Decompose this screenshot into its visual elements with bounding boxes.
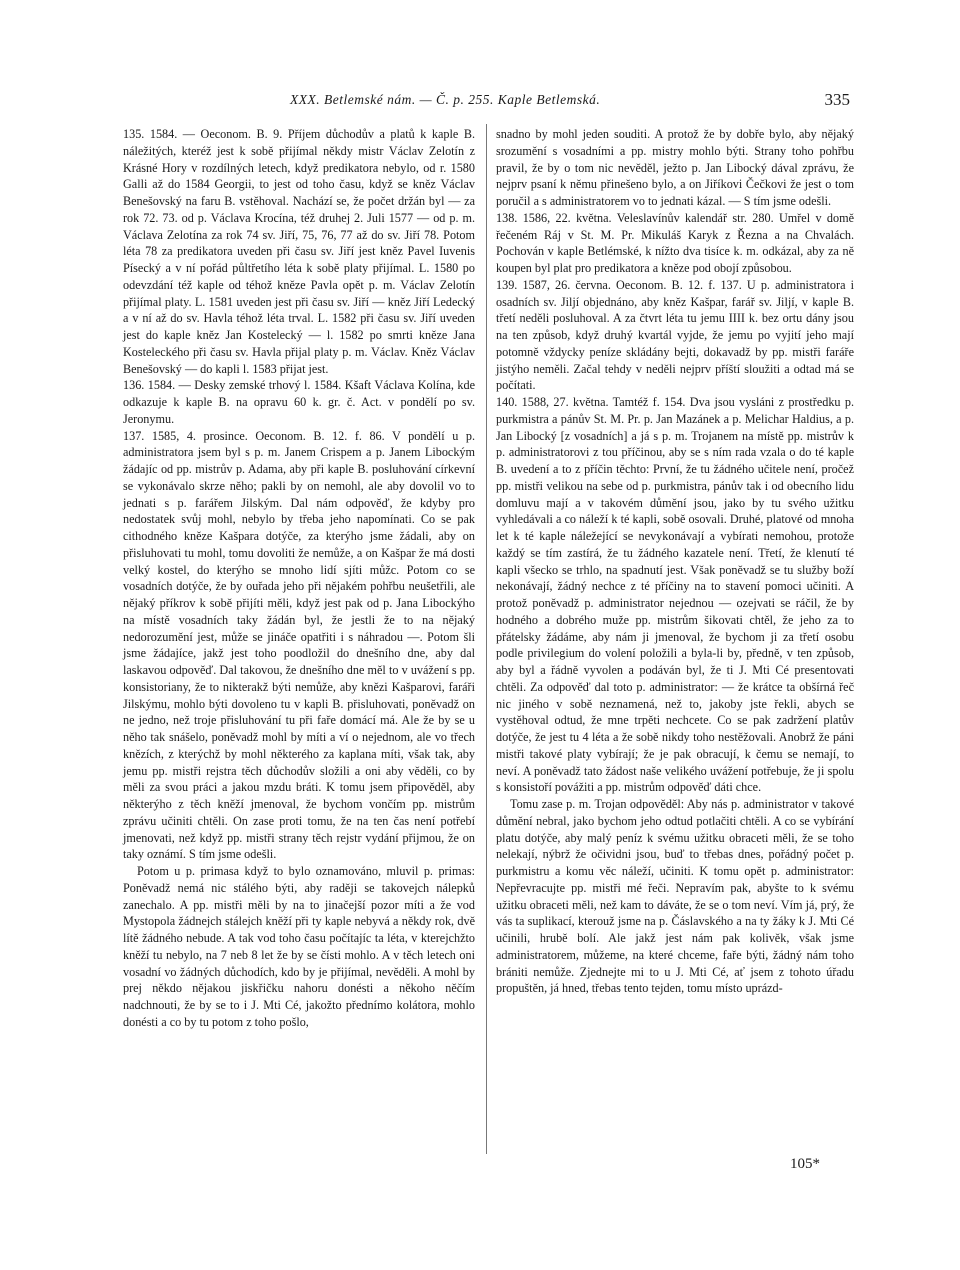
column-divider [486, 124, 487, 1154]
page-header [130, 90, 850, 118]
signature-mark: 105* [790, 1156, 820, 1172]
entry-140: 140. 1588, 27. května. Tamtéž f. 154. Dva jsou vysláni z prostředku p. purkmistra a pánův St. M. Pr. p. Jan Mazánek a p. Melichar Haldius, a p. Jan Libocký [z vosadních] a já s p. m. Trojanem na místě pp. mistrův k p. administratorovi z tou příčinou, aby se s ním rada vzala o do té kaple B. uvedení a to z příčin těchto: První, že tu žádného učitele není, pročež pp. mistři velikou na sebe od p. purkmistra, pánův tak i od obecního lidu domluvu mají a v takovém důmění jsou, jako by tu svého užitku vyhledávali a co náleží k té kapli, sobě osovali. Druhé, platové od mnoha let k té kaple náležející se nevykonávají a vybírati nemohou, protože každý se tím zastírá, že tu žádného kazatele není. Třetí, že klenutí té kapli všecko se trhlo, na spadnutí jest. Však poněvadž se tu služby boží nekonávají, žádný nechce z té příčiny na to stavení pomoci učiniti. A protož poněvadž p. administrator nejednou — ozejvati se ráčil, že by hodného a dobrého muže pp. mistrům šikovati chtěl, že jeho za to přátelsky žádáme, aby nám ji jmenoval, že bychom ji za třetí osobu podle privilegium do volení položili a byla-li by, předně, v ten způsob, aby byl a řádně vyvolen a podáván byl, že ti J. Mti Cé presentovati chtěli. Za odpověď dal toto p. administrator: — že krátce ta obšírná řeč nic jiného v sobě neznamená, než to, jakoby jste řekli, abych se vystěhoval odtud, že mne trpěti nechcete. Co se pak zadržení platův dotýče, že jest tu 4 léta a že sobě nikdy toho nestěžovali. Anobrž že páni mistři takové platy vybírají; že je pak obracují, k čemu se nemají, to neví. A poněvadž tato žádost naše velikého uvážení potřebuje, že ji spolu s konsistoří povážiti a pp. mistrům odpověď dáti chce. [496, 395, 854, 795]
entry-140-continued: Tomu zase p. m. Trojan odpověděl: Aby nás p. administrator v takové důmění nebral, jako bychom jeho odtud potlačiti chtěli. A co se vybírání platu dotýče, aby malý peníz k svému užitku obraceti měli, že se toho nelekají, nýbrž že očividni jsou, buď to třebas dnes, pořádný počet p. purkmistru a komu věc náleží, učiniti. K tomu opět p. administrator: Nepřevracujte pp. mistři mé řeči. Nepravím pak, abyšte to k svému užitku obraceti měli, než kam to dáváte, že se o tom neví. Vím já, prý, že vás ta suplikací, kterouž jsme na p. Čáslavského a na ty žáky k J. Mti Cé učinili, hrubě bolí. Ale jakž jest nám pak kolivěk, však jsme administratorem, můžeme, na které chceme, faře býti, žádný nám toho brániti nemůže. Zjednejte mi to u J. Mti Cé, ať jsem z tohoto úřadu propuštěn, já hned, třebas tento tejden, tomu místo uprázd- [496, 797, 854, 996]
running-head: XXX. Betlemské nám. — Č. p. 255. Kaple Betlemská. [290, 92, 601, 107]
right-column [496, 126, 854, 997]
entry-138: 138. 1586, 22. května. Veleslavínův kalendář str. 280. Umřel v domě řečeném Ráj v St. M. Pr. Mikuláš Karyk z Řezna a na Chvalách. Pochován v kaple Betlémské, k nížto dva tisíce k. m. odkázal, aby za ně koupen byl plat pro predikatora a kněze pod obojí způsobou. [496, 210, 854, 275]
entry-137-end: snadno by mohl jeden souditi. A protož že by dobře bylo, aby nějaký srozumění s vosadními a pp. mistry mohlo býti. Strany toho pohřbu pravil, že by o tom nic nevěděl, ježto p. Jan Libocký dával zprávu, že nejprv psaní k němu přinešeno bylo, a on Jiříkovi Čečkovi že jest o tom poručil a s administratorem vo to jednati kázal. — S tím jsme odešli. [496, 127, 854, 208]
entry-137-continued: Potom u p. primasa když to bylo oznamováno, mluvil p. primas: Poněvadž nemá nic stálého býti, aby raději se takovejch nálepků zanechalo. A pp. mistři měli by na to jinačejší pozor míti a že vod Mystopola žádnejch stálejch kněží při ty kaple nebyvá a někdy rok, dvě lítě žádného nebude. A tak vod toho času počítajíc ta léta, v kterejchžto kněží tu nebylo, na 7 neb 8 let že by se čísti mohlo. A v těch letech oni vosadní vo žádných důchodích, kdo by je přijímal, nevěděli. A mohl by prej někdo nějakou jiskřičku nahoru donésti a někoho něčím nadchnouti, že by se to i J. Mti Cé, jakožto přednímo kolátora, mohlo donésti a co by tu potom z toho pošlo, [123, 864, 475, 1029]
entry-136: 136. 1584. — Desky zemské trhový l. 1584. Kšaft Václava Kolína, kde odkazuje k kaple B. na opravu 60 k. gr. č. Act. v pondělí po sv. Jeronymu. [123, 378, 475, 426]
entry-137: 137. 1585, 4. prosince. Oeconom. B. 12. f. 86. V pondělí u p. administratora jsem byl s p. m. Janem Crispem a p. Janem Libockým žádajíc od pp. mistrův p. Adama, aby při kaple B. posluhování církevní se vykonávalo skrze něho; pakli by on nemohl, ale aby dovolil vo to jednati s p. farářem Jilským. Dal nám odpověď, že kdyby pro nedostatek svůj mohl, nebylo by třeba jeho napomínati. Co se pak cithodného kněze Kašpara dotýče, za kterýho jsme žádali, aby on přisluhovati tu mohl, tomu dovoliti že nemůže, a on Kašpar že má dosti velký kostel, do kterýho se mnoho lidí sjíti můžc. Potom co se vosadních dotýče, že by ouřada jeho při nějakém pohřbu neušetřili, ale nějaký příkrov k sobě přijíti měli, když jest pak od p. Jana Libockýho na místě vosadních taky žádán byl, že jestli že to na nějaký nedorozumění jest, může se jináče opatřiti i s náhradou —. Potom šli jsme žádajíce, jakž jest toho poodložil do dnešního dne, aby dal laskavou odpověď. Dal takovou, že dnešního dne měl to v uvážení s pp. konsistoriany, že to nikterakž býti nemůže, aby knězi Kašparovi, faráři Jilskýmu, mohlo býti dovoleno tu v kapli B. přisluhovati, poněvadž on ne jedno, než troje přisluhování tu při faře domácí má. Ale že by se u něho tak snášelo, poněvadž mohl by míti a ví o nejednom, ale vo třech knězích, z kterýchž by mohl některého za kaplana míti, však tak, aby jemu pp. mistři rejstra těch důchodův složili a oni aby věděli, co by měli za svou práci a jakou mzdu bráti. K tomu jsem připověděl, aby některýho z těch kněží jmenoval, že bychom vončím pp. mistrům zprávu učiniti chtěli. On zase proti tomu, že na ten čas není potřebí jmenovati, než když pp. mistři strany těch rejstr vydání přijmou, že on taky oznámí. S tím jsme odešli. [123, 428, 475, 862]
left-column [123, 126, 475, 1031]
entry-139: 139. 1587, 26. června. Oeconom. B. 12. f. 137. U p. administratora i osadních sv. Jiljí objednáno, aby kněz Kašpar, farář sv. Jiljí, v kaple B. třetí neděli posluhoval. A za čtvrt léta tu jemu IIII k. bez ortu dány jsou na ten způsob, když druhý kvartál vyjde, že jemu po vyjití jeho mají potomně vždycky peníze skládány bejti, dokavadž by pp. mistři faráře jistýho neměli. Začal tehdy v neděli nejprv příští sloužiti a odtad má se počítati. [496, 277, 854, 393]
page-number: 335 [824, 90, 850, 109]
entry-135: 135. 1584. — Oeconom. B. 9. Příjem důchodův a platů k kaple B. náležitých, kteréž jest k sobě přijímal někdy mistr Václav Zelotín z Krásné Hory v rozdílných letech, když predikatora nebylo, od r. 1580 Galli až do 1584 Georgii, to jest od toho času, když se kněz Václav Benešovský na faru B. vstěhoval. Nachází se, že počet držán byl — za rok 72. 73. od p. Václava Krocína, též druhej 2. Juli 1577 — od p. m. Václava Zelotína za rok 74 sv. Jiří, 75, 76, 77 až do sv. Jiří 78. Potom léta 78 za predikatora uveden při času sv. Jiří jest kněz Pavel Iuvenis Písecký a v ní pořád půltřetího léta k sobě platy přijímal. L. 1580 po odevzdání též kaple od téhož kněze Pavla opět p. m. Václav Zelotín přijímal platy. L. 1581 uveden jest při času sv. Jiří — kněz Jiří Ledecký a v ní až do sv. Havla téhož léta trval. L. 1582 při času sv. Jiří uveden jest do kaple kněz Jan Kostelecký — l. 1582 po smrti kněze Jana Kosteleckého při času sv. Havla přijal platy p. m. Václav. Kněz Václav Benešovský — do kapli l. 1583 přijat jest. [123, 127, 475, 376]
